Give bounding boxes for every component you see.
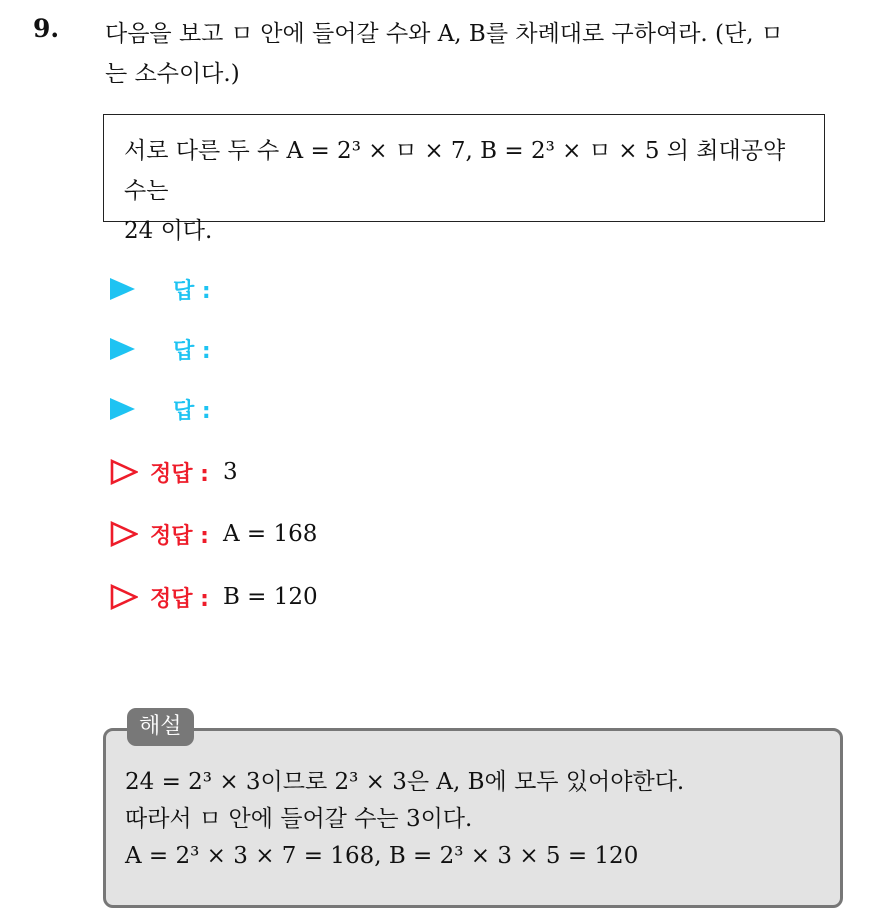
play-arrow-icon [110,278,135,300]
correct-answer-row-2 [110,517,317,551]
correct-answer-value: B = 120 [222,584,318,610]
explanation-line-1: 24 = 2³ × 3이므로 2³ × 3은 A, B에 모두 있어야한다. [125,769,685,795]
correct-answer-label: 정답 : [150,586,209,612]
question-line-1: 다음을 보고 ㅁ 안에 들어갈 수와 A, B를 차례대로 구하여라. (단, ㅁ [105,21,784,47]
play-arrow-icon [110,398,135,420]
answer-label: 답 : [173,278,211,304]
condition-line-2: 24 이다. [124,218,213,244]
explanation-line-3: A = 2³ × 3 × 7 = 168, B = 2³ × 3 × 5 = 120 [125,843,639,869]
question-line-2: 는 소수이다.) [105,61,240,87]
answer-row-3[interactable] [110,392,211,426]
correct-answer-value: 3 [222,459,238,485]
correct-answer-row-1 [110,455,238,489]
condition-box [103,114,825,244]
answer-row-2[interactable] [110,332,211,366]
question-number: 9. [33,14,60,43]
answer-label: 답 : [173,338,211,364]
correct-answer-row-3 [110,580,318,614]
correct-answer-value: A = 168 [222,521,318,547]
correct-answer-label: 정답 : [150,523,209,549]
question-text [105,14,865,94]
answer-label: 답 : [173,398,211,424]
outline-triangle-icon [110,459,138,485]
explanation-line-2: 따라서 ㅁ 안에 들어갈 수는 3이다. [125,806,473,832]
correct-answer-label: 정답 : [150,461,209,487]
play-arrow-icon [110,338,135,360]
outline-triangle-icon [110,584,138,610]
explanation-tag: 해설 [127,708,194,746]
answer-row-1[interactable] [110,272,211,306]
outline-triangle-icon [110,521,138,547]
condition-line-1: 서로 다른 두 수 A = 2³ × ㅁ × 7, B = 2³ × ㅁ × 5 의 최대공약수는 [124,138,786,204]
